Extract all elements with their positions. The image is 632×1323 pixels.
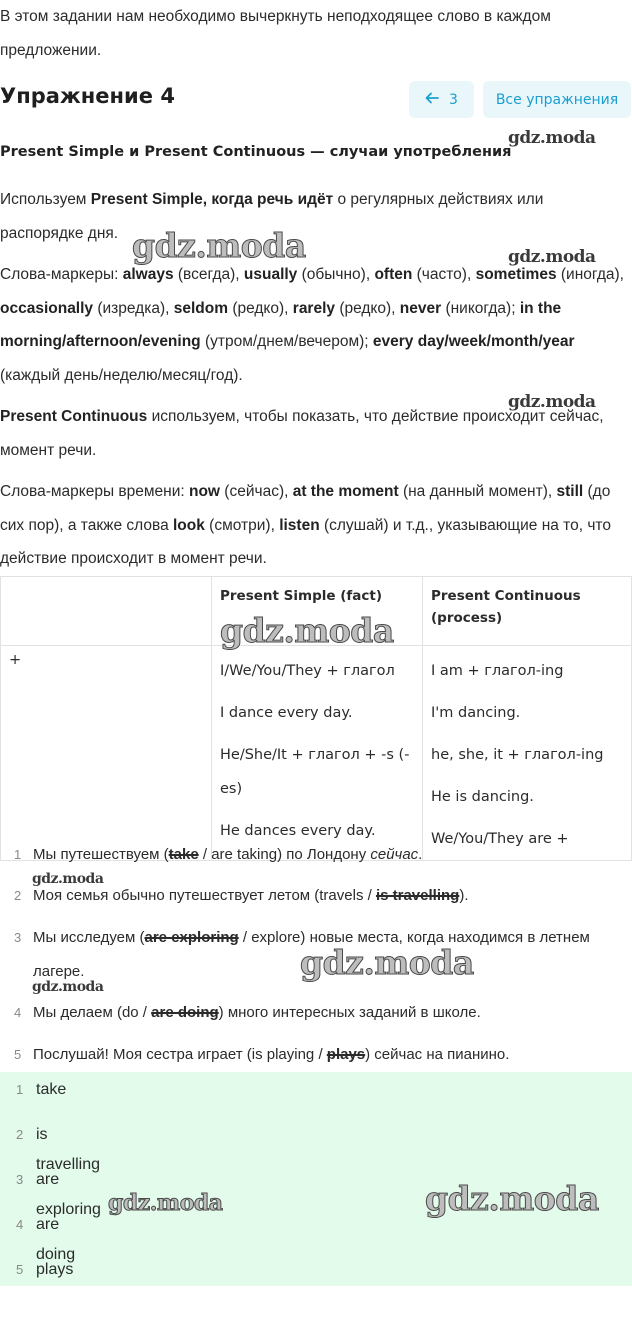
marker-word: listen (279, 516, 320, 534)
answer-text: plays (36, 1261, 74, 1278)
table-line: he, she, it + глагол-ing (431, 747, 604, 763)
prev-exercise-label: 3 (449, 91, 458, 108)
marker-word: seldom (173, 299, 229, 317)
answer-number: 3 (16, 1172, 24, 1187)
table-line: We/You/They are + (431, 831, 569, 847)
watermark: gdz.moda (425, 1179, 599, 1218)
watermark: gdz.moda (508, 392, 596, 412)
marker-word: look (173, 516, 205, 534)
watermark: gdz.moda (508, 128, 596, 148)
answer-number: 1 (16, 1082, 24, 1097)
table-line: He/She/It + глагол + -s (-es) (220, 747, 410, 797)
table-header-simple: Present Simple (fact) (212, 577, 423, 646)
exercise-text: Мы исследуем (are exploring / explore) новые места, когда находимся в летнем лагере. (33, 929, 590, 980)
table-cell-simple (212, 646, 423, 861)
crossed-out-word: take (168, 846, 199, 863)
table-line: He is dancing. (431, 789, 534, 805)
table-line: I/We/You/They + глагол (220, 663, 395, 679)
answer-number: 5 (16, 1262, 24, 1277)
table-header-continuous: Present Continuous (process) (423, 577, 632, 646)
crossed-out-word: is travelling (375, 887, 460, 904)
table-line: I dance every day. (220, 705, 353, 721)
table-cell-continuous (423, 646, 632, 861)
exercise-text: Мы делаем (do / are doing) много интересных заданий в школе. (33, 1004, 481, 1021)
theory-paragraph-1: Используем Present Simple, когда речь идёт о регулярных действиях или распорядке дня. (0, 191, 544, 242)
exercise-text: Послушай! Моя сестра играет (is playing / plays) сейчас на пианино. (33, 1046, 510, 1063)
exercise-number: 2 (14, 888, 22, 903)
theory-paragraph-3: Present Continuous используем, чтобы показать, что действие происходит сейчас, момент речи. (0, 408, 604, 459)
marker-word: often (374, 266, 413, 283)
exercise-number: 3 (14, 930, 22, 945)
watermark: gdz.moda (108, 1190, 223, 1216)
marker-word: rarely (292, 299, 336, 317)
crossed-out-word: are exploring (144, 929, 239, 946)
answer-text: is travelling (36, 1126, 101, 1173)
marker-word: still (556, 483, 584, 500)
crossed-out-word: plays (326, 1046, 366, 1063)
marker-word: occasionally (0, 299, 94, 317)
page-title: Упражнение 4 (0, 84, 175, 108)
table-line: He dances every day. (220, 823, 376, 839)
exercise-text: Мы путешествуем (take / are taking) по Лондону сейчас. (33, 846, 423, 863)
watermark: gdz.moda (32, 871, 104, 887)
marker-word: in the morning/afternoon/evening (0, 299, 562, 350)
table-line: I'm dancing. (431, 705, 521, 721)
table-row-label: + (1, 646, 212, 861)
marker-word: sometimes (475, 266, 557, 283)
exercise-number: 5 (14, 1047, 22, 1062)
marker-word: at the moment (292, 483, 399, 500)
all-exercises-button[interactable]: Все упражнения (483, 81, 631, 118)
marker-word: never (399, 299, 442, 317)
marker-word: now (189, 483, 220, 500)
theory-paragraph-2: Слова-маркеры: always (всегда), usually (обычно), often (часто), sometimes (иногда), occasionally (изредка), seldom (редко), rarely (редко), never (никогда); in the morning/afternoon/evening (утром/днем/вечером); every day/week/month/year (каждый день/неделю/месяц/год). (0, 266, 624, 384)
answer-text: take (36, 1081, 67, 1098)
crossed-out-word: are doing (151, 1004, 219, 1021)
answer-text: are exploring (36, 1171, 101, 1218)
answer-number: 2 (16, 1127, 24, 1142)
watermark: gdz.moda (300, 943, 474, 982)
exercise-text: Моя семья обычно путешествует летом (travels / is travelling). (33, 887, 469, 904)
marker-word: usually (243, 266, 298, 283)
exercise-number: 1 (14, 847, 22, 862)
watermark: gdz.moda (32, 979, 104, 995)
prev-exercise-button[interactable] (409, 81, 474, 118)
answer-number: 4 (16, 1217, 24, 1232)
intro-text: В этом задании нам необходимо вычеркнуть неподходящее слово в каждом предложении. (0, 8, 551, 59)
exercise-number: 4 (14, 1005, 22, 1020)
marker-word: every day/week/month/year (372, 333, 575, 350)
theory-paragraph-4: Слова-маркеры времени: now (сейчас), at the moment (на данный момент), still (до сих пор), а также слова look (смотри), listen (слушай) и т.д., указывающие на то, что действие происходит в момент речи. (0, 483, 611, 567)
arrow-left-icon (425, 92, 439, 108)
marker-word: always (122, 266, 174, 283)
watermark: gdz.moda (132, 226, 306, 265)
answer-text: are doing (36, 1216, 76, 1263)
watermark: gdz.moda (508, 247, 596, 267)
watermark: gdz.moda (220, 611, 394, 650)
theory-subtitle: Present Simple и Present Continuous — случаи употребления (0, 144, 512, 160)
table-line: I am + глагол-ing (431, 663, 564, 679)
